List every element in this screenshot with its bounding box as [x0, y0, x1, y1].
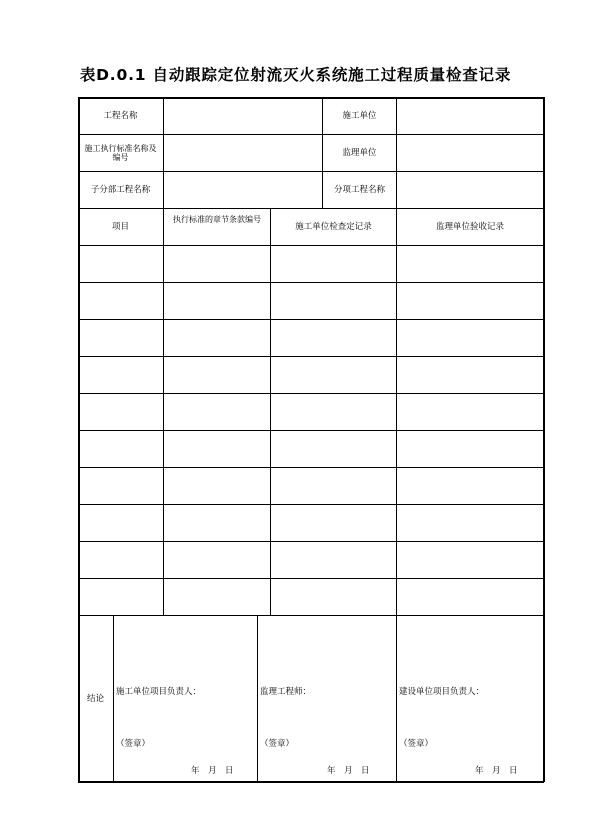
- owner-person-label: 建设单位项目负责人：: [399, 687, 485, 697]
- project-name-field[interactable]: [164, 97, 322, 134]
- owner-date-label: 年 月 日: [475, 766, 518, 776]
- record-cell[interactable]: [397, 283, 543, 319]
- project-name-label: 工程名称: [103, 110, 138, 121]
- record-cell[interactable]: [164, 246, 270, 282]
- record-cell[interactable]: [271, 431, 396, 467]
- column-header-construction-record: 施工单位检查定记录: [295, 222, 372, 232]
- record-cell[interactable]: [271, 357, 396, 393]
- record-cell[interactable]: [164, 542, 270, 578]
- supervision-seal-label: （签章）: [260, 739, 295, 749]
- record-cell[interactable]: [164, 283, 270, 319]
- sub-division-label: 子分部工程名称: [90, 185, 151, 195]
- record-cell[interactable]: [271, 283, 396, 319]
- construction-date-label: 年 月 日: [191, 766, 234, 776]
- record-cell[interactable]: [78, 283, 163, 319]
- column-divider: [257, 615, 258, 782]
- owner-seal-label: （签章）: [399, 739, 434, 749]
- construction-unit-label: 施工单位: [342, 110, 377, 121]
- record-cell[interactable]: [271, 246, 396, 282]
- supervision-person-label: 监理工程师：: [260, 687, 312, 697]
- standard-label: 施工执行标准名称及编号: [84, 144, 157, 162]
- record-cell[interactable]: [397, 431, 543, 467]
- record-cell[interactable]: [397, 468, 543, 504]
- column-header-supervision-record: 监理单位验收记录: [435, 222, 504, 232]
- record-cell[interactable]: [78, 468, 163, 504]
- record-cell[interactable]: [271, 320, 396, 356]
- record-cell[interactable]: [271, 579, 396, 615]
- record-cell[interactable]: [78, 505, 163, 541]
- construction-unit-field[interactable]: [397, 97, 543, 134]
- sub-division-field[interactable]: [164, 172, 322, 208]
- construction-person-label: 施工单位项目负责人：: [116, 687, 202, 697]
- record-cell[interactable]: [397, 579, 543, 615]
- record-cell[interactable]: [397, 394, 543, 430]
- record-cell[interactable]: [78, 431, 163, 467]
- sub-item-field[interactable]: [397, 172, 543, 208]
- column-divider: [396, 615, 397, 782]
- record-cell[interactable]: [271, 394, 396, 430]
- record-cell[interactable]: [397, 542, 543, 578]
- record-cell[interactable]: [271, 542, 396, 578]
- record-cell[interactable]: [397, 505, 543, 541]
- record-cell[interactable]: [164, 394, 270, 430]
- inspection-record-table: [78, 97, 544, 782]
- supervision-unit-label: 监理单位: [342, 148, 377, 158]
- construction-seal-label: （签章）: [116, 739, 151, 749]
- record-cell[interactable]: [78, 542, 163, 578]
- table-border-bottom: [78, 781, 544, 783]
- record-cell[interactable]: [397, 320, 543, 356]
- record-cell[interactable]: [164, 468, 270, 504]
- record-cell[interactable]: [164, 431, 270, 467]
- record-cell[interactable]: [164, 357, 270, 393]
- record-cell[interactable]: [164, 320, 270, 356]
- supervision-unit-field[interactable]: [397, 135, 543, 171]
- record-cell[interactable]: [271, 468, 396, 504]
- standard-field[interactable]: [164, 135, 322, 171]
- supervision-date-label: 年 月 日: [327, 766, 370, 776]
- column-header-clause: 执行标准的章节条款编号: [173, 215, 261, 224]
- sub-item-label: 分项工程名称: [333, 185, 385, 195]
- page-title: 表D.0.1 自动跟踪定位射流灭火系统施工过程质量检查记录: [79, 66, 512, 84]
- record-cell[interactable]: [78, 246, 163, 282]
- conclusion-label: 结论: [86, 693, 104, 704]
- record-cell[interactable]: [397, 246, 543, 282]
- record-cell[interactable]: [78, 320, 163, 356]
- record-cell[interactable]: [271, 505, 396, 541]
- column-divider: [113, 615, 114, 782]
- record-cell[interactable]: [397, 357, 543, 393]
- record-cell[interactable]: [78, 579, 163, 615]
- record-cell[interactable]: [78, 394, 163, 430]
- row-divider: [78, 615, 544, 616]
- column-header-item: 项目: [111, 222, 129, 232]
- record-cell[interactable]: [164, 579, 270, 615]
- table-border-right: [543, 97, 545, 782]
- record-cell[interactable]: [164, 505, 270, 541]
- record-cell[interactable]: [78, 357, 163, 393]
